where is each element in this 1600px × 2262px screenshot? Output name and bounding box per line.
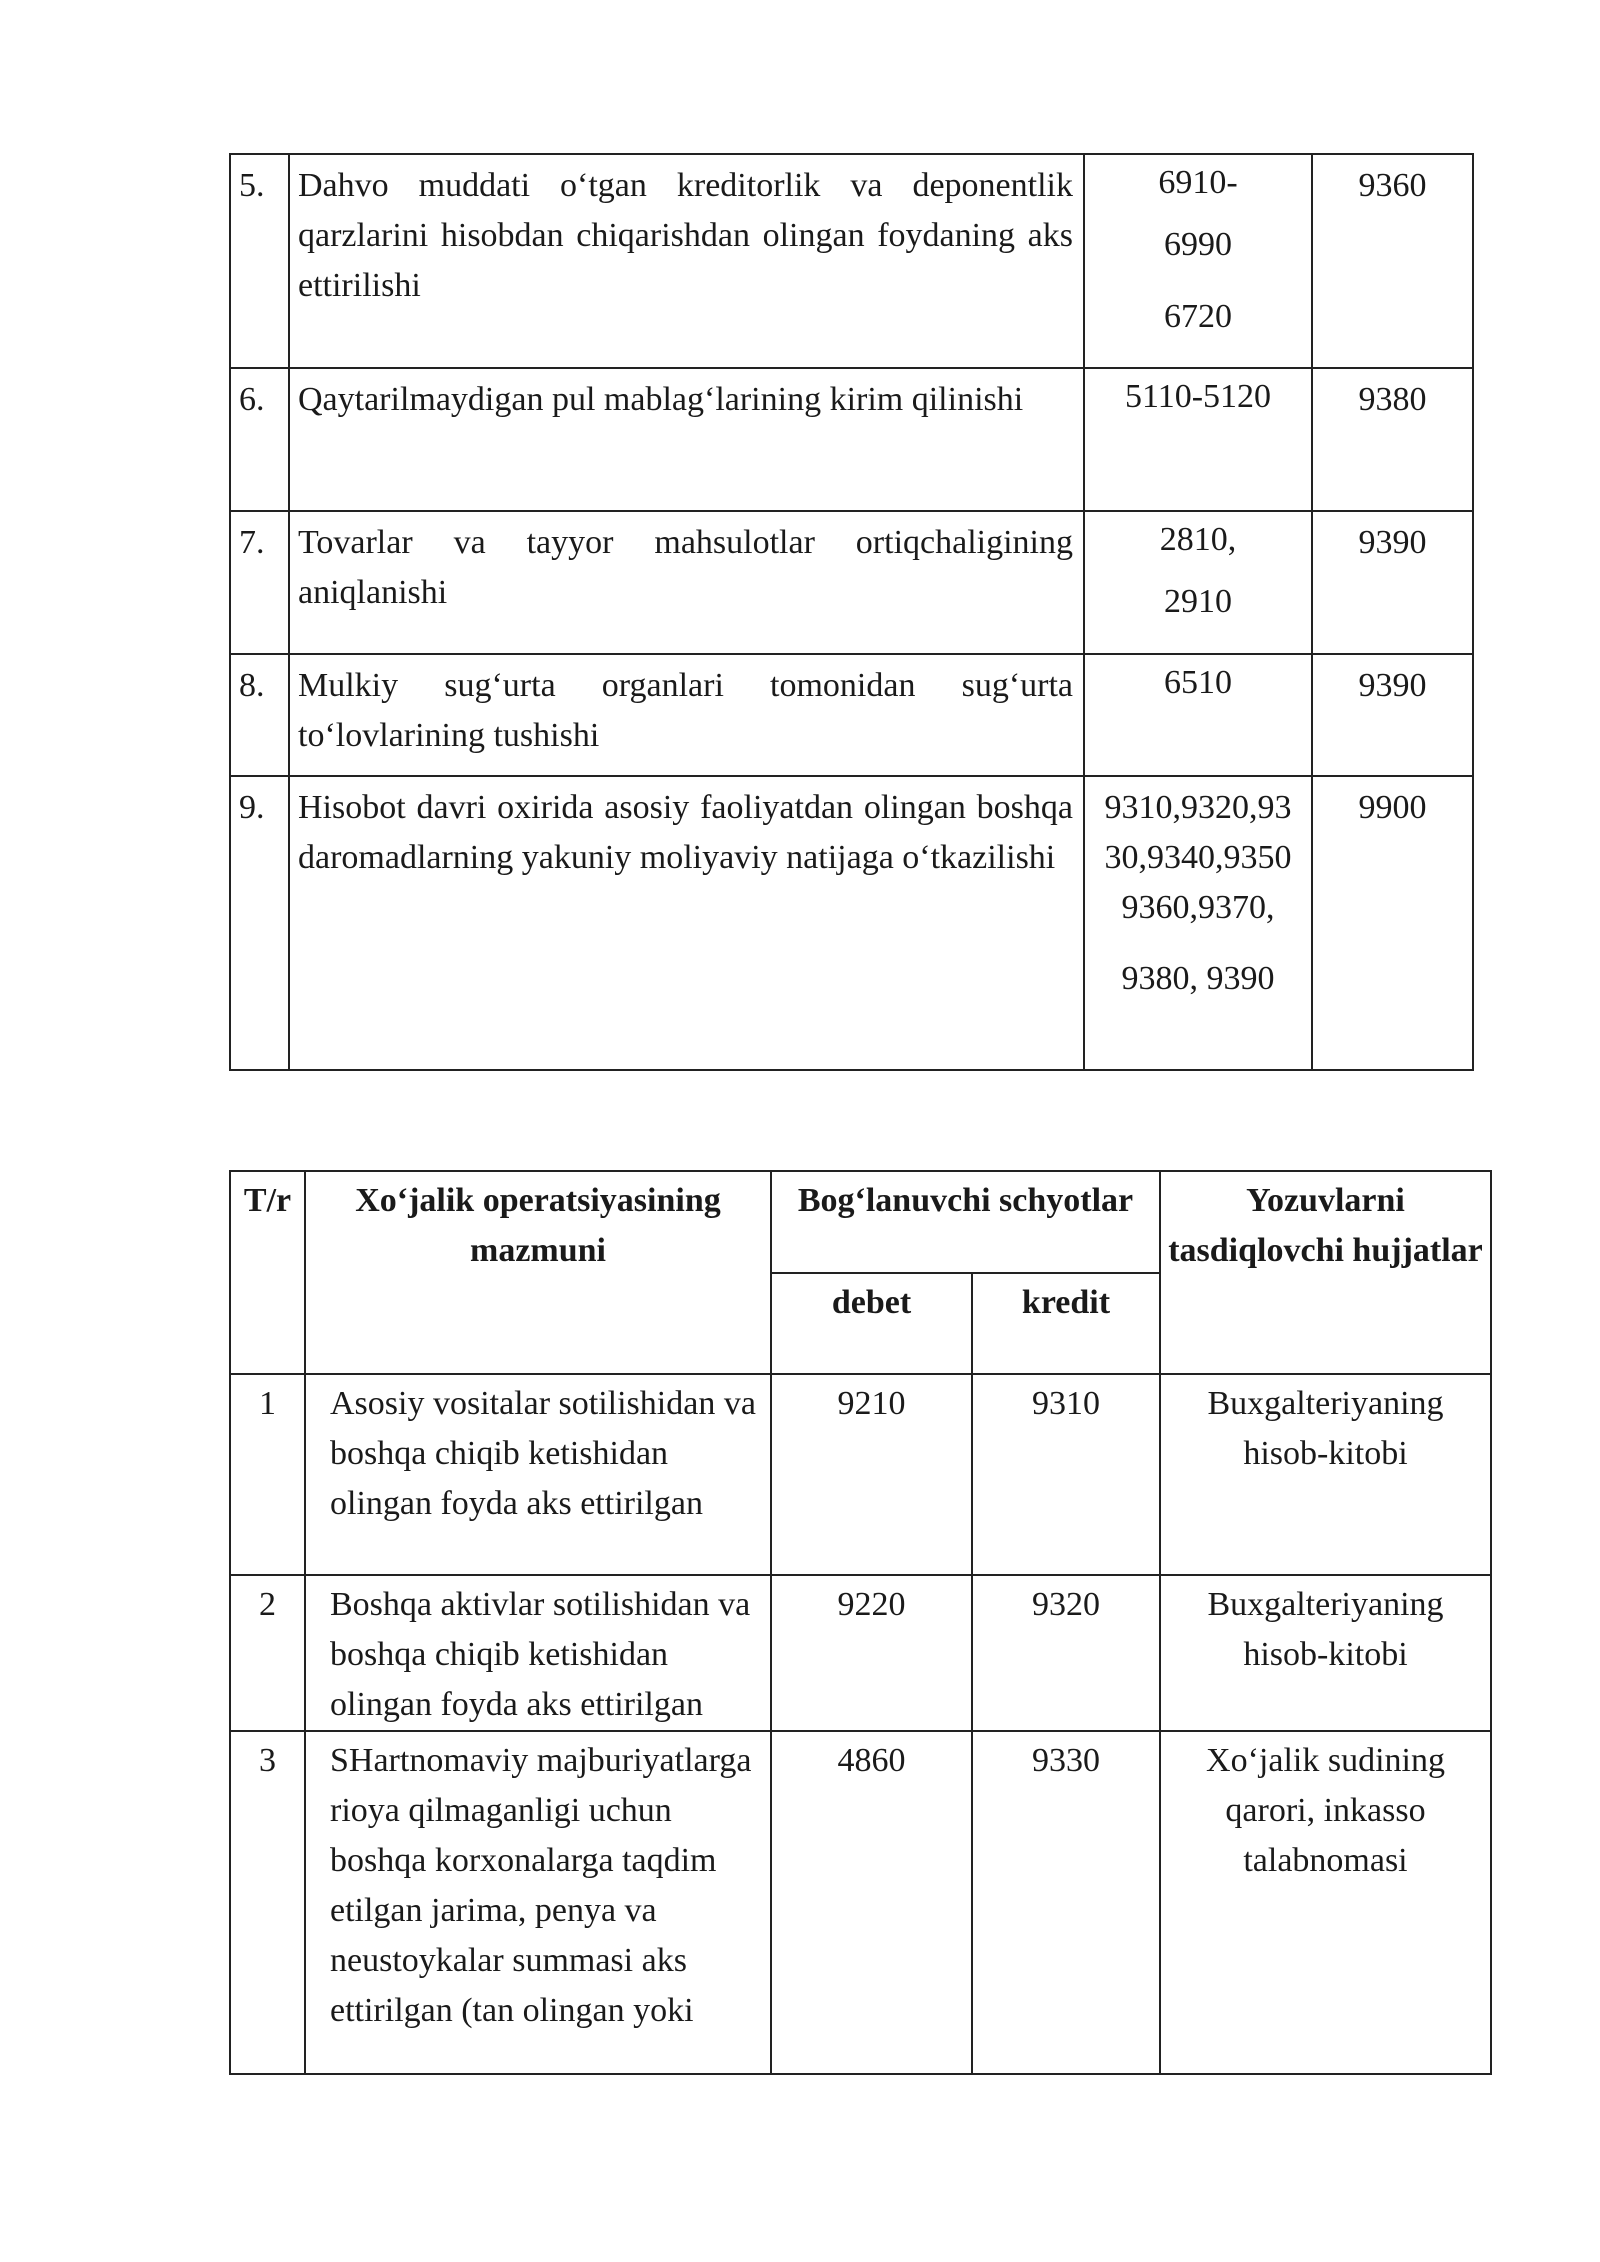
credit-account: 9900 (1312, 776, 1473, 1070)
debit-account-line: 6910- (1158, 164, 1238, 201)
header-row (230, 1171, 1491, 1273)
header-operation-content: Xo‘jalik operatsiyasining mazmuni (305, 1171, 771, 1374)
credit-account: 9320 (972, 1575, 1160, 1731)
credit-account: 9390 (1312, 511, 1473, 654)
debit-account-line: 6510 (1164, 664, 1232, 701)
table-row (230, 1374, 1491, 1575)
credit-account: 9390 (1312, 654, 1473, 776)
debit-account: 9220 (771, 1575, 972, 1731)
debit-account-line: 30,9340,9350 (1104, 839, 1292, 876)
table-row (230, 1575, 1491, 1731)
row-number: 2 (230, 1575, 305, 1731)
table-row (230, 511, 1473, 654)
debit-account-line: 2810, (1159, 521, 1237, 558)
header-debit: debet (771, 1273, 972, 1374)
row-number: 9. (230, 776, 289, 1070)
row-number: 5. (230, 154, 289, 368)
debit-accounts (1084, 368, 1312, 511)
table-row (230, 1731, 1491, 2074)
debit-account: 4860 (771, 1731, 972, 2074)
operation-description: Mulkiy sug‘urta organlari tomonidan sug‘urta to‘lovlarining tushishi (289, 654, 1084, 776)
debit-account-line: 6720 (1164, 298, 1232, 335)
operation-description: Tovarlar va tayyor mahsulotlar ortiqchaligining aniqlanishi (289, 511, 1084, 654)
operation-description: Qaytarilmaydigan pul mablag‘larining kirim qilinishi (289, 368, 1084, 511)
debit-account-line: 2910 (1164, 583, 1232, 620)
row-number: 1 (230, 1374, 305, 1575)
operation-content: SHartnomaviy majburiyatlarga rioya qilmaganligi uchun boshqa korxonalarga taqdim etilgan jarima, penya va neustoykalar summasi aks ettirilgan (tan olingan yoki (305, 1731, 771, 2074)
header-number: T/r (230, 1171, 305, 1374)
credit-account: 9310 (972, 1374, 1160, 1575)
row-number: 8. (230, 654, 289, 776)
header-linked-accounts: Bog‘lanuvchi schyotlar (771, 1171, 1160, 1273)
debit-account-line: 9360,9370, (1121, 889, 1275, 926)
supporting-document: Xo‘jalik sudining qarori, inkasso talabnomasi (1160, 1731, 1491, 2074)
table-row (230, 776, 1473, 1070)
debit-account: 9210 (771, 1374, 972, 1575)
row-number: 3 (230, 1731, 305, 2074)
debit-account-line: 5110-5120 (1124, 378, 1272, 415)
operation-description: Dahvo muddati o‘tgan kreditorlik va deponentlik qarzlarini hisobdan chiqarishdan olingan foydaning aks ettirilishi (289, 154, 1084, 368)
journal-entries-table-continued (229, 153, 1474, 1071)
row-number: 6. (230, 368, 289, 511)
supporting-document: Buxgalteriyaning hisob-kitobi (1160, 1374, 1491, 1575)
header-credit: kredit (972, 1273, 1160, 1374)
table-row (230, 368, 1473, 511)
debit-accounts (1084, 654, 1312, 776)
debit-account-line: 6990 (1164, 226, 1232, 263)
debit-accounts (1084, 776, 1312, 1070)
business-operations-table (229, 1170, 1492, 2075)
debit-accounts (1084, 511, 1312, 654)
credit-account: 9380 (1312, 368, 1473, 511)
debit-account-line: 9380, 9390 (1121, 960, 1275, 997)
header-supporting-documents: Yozuvlarni tasdiqlovchi hujjatlar (1160, 1171, 1491, 1374)
table-row (230, 154, 1473, 368)
row-number: 7. (230, 511, 289, 654)
debit-account-line: 9310,9320,93 (1104, 789, 1292, 826)
operation-content: Asosiy vositalar sotilishidan va boshqa chiqib ketishidan olingan foyda aks ettirilgan (305, 1374, 771, 1575)
operation-description: Hisobot davri oxirida asosiy faoliyatdan olingan boshqa daromadlarning yakuniy moliyaviy natijaga o‘tkazilishi (289, 776, 1084, 1070)
credit-account: 9330 (972, 1731, 1160, 2074)
table-row (230, 654, 1473, 776)
credit-account: 9360 (1312, 154, 1473, 368)
debit-accounts (1084, 154, 1312, 368)
operation-content: Boshqa aktivlar sotilishidan va boshqa chiqib ketishidan olingan foyda aks ettirilgan (305, 1575, 771, 1731)
supporting-document: Buxgalteriyaning hisob-kitobi (1160, 1575, 1491, 1731)
